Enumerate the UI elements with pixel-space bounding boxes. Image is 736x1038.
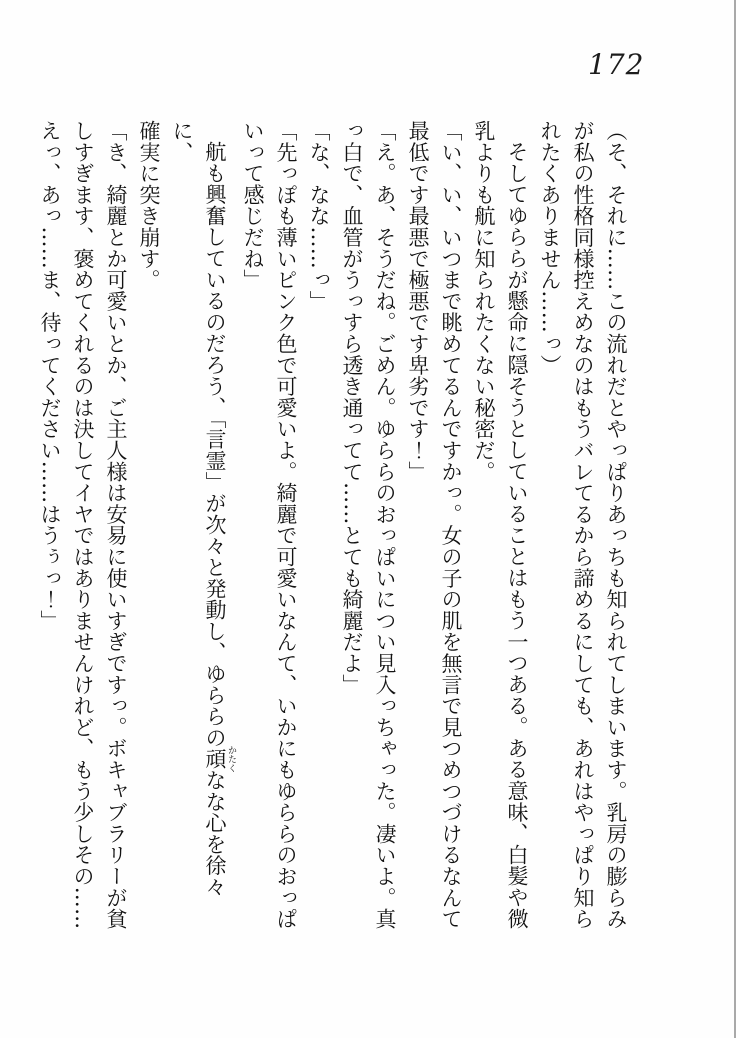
text-line-14: 確実に突き崩す。	[137, 120, 161, 291]
page-text	[33, 120, 632, 938]
text-line-6: 「い、い、いつまで眺めてるんですかっ。女の子の肌を無言で見つめつづけるなんて	[439, 120, 463, 930]
text-line-13-post: なな心を徐々に、	[170, 120, 227, 898]
text-line-2: が私の性格同様控えめなのはもうバレてるから諦めるにしても、あれはやっぱり知ら	[571, 120, 595, 930]
ruby-word	[203, 745, 236, 773]
text-line-1: （そ、それに……この流れだとやっぱりあっちも知られてしまいます。乳房の膨らみ	[604, 120, 628, 930]
ruby-base: 頑	[203, 745, 227, 773]
text-line-12: いって感じだね」	[241, 120, 265, 291]
text-line-4: そしてゆららが懸命に隠そうとしていることはもう一つある。ある意味、白髪や微	[505, 141, 529, 930]
text-line-16: しすぎます、褒めてくれるのは決してイヤではありませんけれど、もう少しその……	[71, 120, 95, 930]
text-line-5: 乳よりも航に知られたくない秘密だ。	[472, 120, 496, 483]
text-line-11: 「先っぽも薄いピンク色で可愛いよ。綺麗で可愛いなんて、いかにもゆららのおっぱ	[274, 120, 298, 930]
text-line-9: っ白で、血管がうっすら透き通ってて……とても綺麗だよ」	[340, 120, 364, 696]
text-line-13-pre: 航も興奮しているのだろう、「言霊」が次々と発動し、ゆららの	[203, 141, 227, 749]
text-line-10: 「な、なな……っ」	[307, 120, 331, 312]
text-line-7: 最低です最悪で極悪です卑劣です！」	[406, 120, 430, 483]
text-line-15: 「き、綺麗とか可愛いとか、ご主人様は安易に使いすぎですっ。ボキャブラリーが貧	[104, 120, 128, 930]
text-line-8: 「え。あ、そうだね。ごめん。ゆららのおっぱいについ見入っちゃった。凄いよ。真	[373, 120, 397, 930]
text-line-3: れたくありません……っ）	[538, 120, 562, 376]
text-line-13	[165, 120, 236, 938]
text-line-17: えっ、あっ……ま、待ってください……はうぅっ！」	[38, 120, 62, 632]
page-number: 172	[588, 48, 645, 81]
ruby-furigana: かたく	[226, 745, 236, 773]
